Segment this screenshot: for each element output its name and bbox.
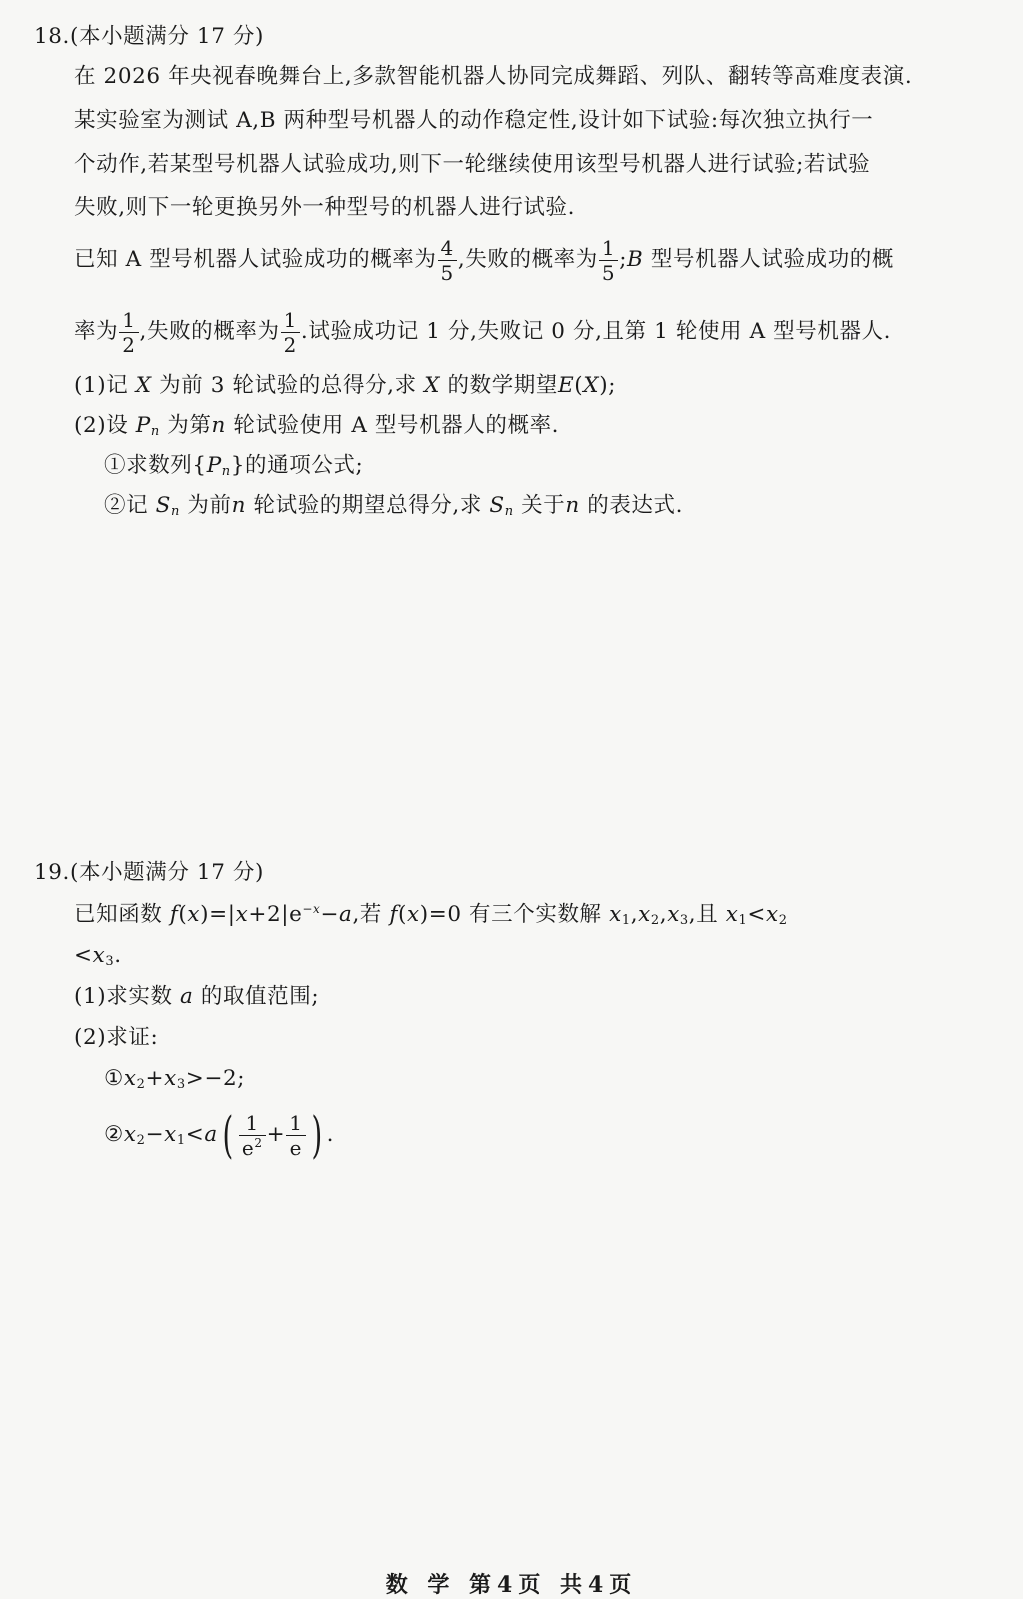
text: 轮试验的期望总得分,求	[246, 493, 490, 518]
variable: X	[424, 373, 441, 398]
text: ;	[619, 247, 628, 272]
text: 为前	[179, 493, 232, 518]
text: )=0 有三个实数解	[419, 902, 610, 927]
text: 轮试验使用 A 型号机器人的概率.	[225, 413, 560, 438]
text: (	[398, 902, 407, 927]
q18-paragraph-line: 在 2026 年央视春晚舞台上,多款智能机器人协同完成舞蹈、列队、翻转等高难度表演.	[74, 64, 913, 89]
text: .	[114, 943, 122, 968]
text: <	[74, 943, 93, 968]
q19-part-1	[74, 982, 319, 1012]
text: ,	[659, 902, 668, 927]
text: )=|	[200, 902, 236, 927]
variable: a	[180, 984, 194, 1009]
variable: S	[155, 493, 171, 518]
text: 已知 A 型号机器人试验成功的概率为	[74, 247, 437, 272]
subscript: n	[170, 504, 180, 519]
variable: B	[627, 247, 644, 272]
variable: x	[609, 902, 622, 927]
subscript: 1	[738, 913, 748, 928]
q18-paragraph-line: 失败,则下一轮更换另外一种型号的机器人进行试验.	[74, 195, 576, 220]
text: +	[266, 1122, 286, 1147]
subscript: 1	[621, 913, 631, 928]
text: −	[320, 902, 340, 927]
subscript: n	[504, 504, 514, 519]
q19-line-1	[74, 900, 788, 930]
text: 的数学期望	[440, 373, 558, 398]
q18-condition-line-2	[74, 304, 891, 360]
q18-sub-1	[104, 451, 363, 481]
numerator: 1	[599, 236, 618, 261]
superscript: 2	[254, 1135, 263, 1150]
subscript: n	[221, 464, 231, 479]
q18-header: 18.(本小题满分 17 分)	[34, 24, 264, 49]
q19-sub-2	[104, 1105, 334, 1165]
denominator	[239, 1136, 266, 1160]
text: ,失败的概率为	[457, 247, 598, 272]
page-footer: 数 学 第4页 共4页	[385, 1572, 638, 1598]
text: ②	[104, 1122, 124, 1147]
text: +	[145, 1066, 165, 1091]
variable: x	[407, 902, 420, 927]
denominator: 5	[601, 260, 616, 285]
fraction-b-fail	[281, 308, 300, 357]
text: 率为	[74, 319, 119, 344]
variable: f	[169, 902, 179, 927]
variable: x	[638, 902, 651, 927]
text: <	[185, 1122, 205, 1147]
denominator-base: e	[241, 1135, 255, 1160]
subscript: 3	[176, 1077, 186, 1092]
variable: x	[123, 1122, 137, 1147]
numerator: 1	[281, 308, 300, 333]
q19-sub-1	[104, 1064, 245, 1094]
text: <	[747, 902, 766, 927]
q19-part-2: (2)求证:	[74, 1025, 159, 1050]
variable: P	[135, 413, 151, 438]
right-paren: )	[311, 1106, 323, 1164]
variable: X	[135, 373, 152, 398]
variable: n	[565, 493, 580, 518]
text: (	[574, 373, 584, 398]
fraction-b-success	[119, 308, 138, 357]
text: );	[599, 373, 617, 398]
text: 关于	[513, 493, 566, 518]
text: (2)设	[74, 413, 136, 438]
text: ,若	[352, 902, 390, 927]
subscript: 2	[136, 1077, 146, 1092]
subscript: 2	[778, 913, 788, 928]
fraction-a-success	[438, 236, 457, 285]
text: ,且	[688, 902, 726, 927]
variable: x	[725, 902, 739, 927]
text: 为前 3 轮试验的总得分,求	[151, 373, 425, 398]
text: 的取值范围;	[193, 984, 320, 1009]
text: +2|e	[248, 902, 303, 927]
variable: X	[583, 373, 600, 398]
q18-sub-2	[104, 491, 683, 521]
q19-line-2	[74, 941, 122, 971]
q18-part-1	[74, 371, 616, 401]
variable: x	[92, 943, 106, 968]
numerator: 4	[438, 236, 457, 261]
numerator: 1	[286, 1111, 305, 1136]
subscript: 1	[176, 1133, 186, 1148]
numerator: 1	[239, 1111, 266, 1136]
variable: S	[489, 493, 505, 518]
superscript: −x	[302, 902, 321, 916]
denominator: e	[289, 1135, 303, 1160]
text: .试验成功记 1 分,失败记 0 分,且第 1 轮使用 A 型号机器人.	[300, 319, 892, 344]
text: ,	[630, 902, 639, 927]
subscript: 3	[105, 954, 115, 969]
subscript: 2	[650, 913, 660, 928]
q18-part-2	[74, 411, 559, 441]
text: (	[178, 902, 188, 927]
text: ①	[104, 1066, 124, 1091]
variable: P	[206, 453, 222, 478]
subscript: 3	[679, 913, 689, 928]
text: >−2;	[185, 1066, 246, 1091]
fraction-a-fail	[599, 236, 618, 285]
q18-condition-line-1	[74, 232, 894, 288]
variable: n	[211, 413, 226, 438]
text: 型号机器人试验成功的概	[643, 247, 894, 272]
q19-header: 19.(本小题满分 17 分)	[34, 860, 264, 885]
q18-paragraph-line: 某实验室为测试 A,B 两种型号机器人的动作稳定性,设计如下试验:每次独立执行一	[74, 108, 874, 133]
denominator: 5	[440, 260, 454, 285]
variable: x	[164, 1122, 177, 1147]
text: ②记	[104, 493, 156, 518]
text: −	[145, 1122, 165, 1147]
variable: x	[123, 1066, 137, 1091]
numerator: 1	[119, 308, 138, 333]
text: 已知函数	[74, 902, 170, 927]
variable: x	[667, 902, 680, 927]
subscript: 2	[136, 1133, 146, 1148]
variable: x	[164, 1066, 177, 1091]
variable: a	[204, 1122, 218, 1147]
variable: E	[558, 373, 575, 398]
text: (1)记	[74, 373, 136, 398]
text: (1)求实数	[74, 984, 180, 1009]
variable: n	[231, 493, 247, 518]
denominator: 2	[122, 332, 136, 357]
left-paren: (	[222, 1106, 234, 1164]
q18-paragraph-line: 个动作,若某型号机器人试验成功,则下一轮继续使用该型号机器人进行试验;若试验	[74, 152, 871, 177]
text: }的通项公式;	[230, 453, 364, 478]
fraction-one-over-e-squared	[239, 1111, 266, 1160]
text: ①求数列{	[104, 453, 207, 478]
variable: a	[339, 902, 353, 927]
text: 的表达式.	[579, 493, 684, 518]
variable: x	[235, 902, 249, 927]
text: .	[326, 1122, 335, 1147]
denominator: 2	[283, 332, 297, 357]
text: 为第	[159, 413, 212, 438]
variable: f	[389, 902, 398, 927]
fraction-one-over-e	[286, 1111, 305, 1160]
variable: x	[766, 902, 779, 927]
variable: x	[187, 902, 201, 927]
subscript: n	[150, 424, 160, 439]
text: ,失败的概率为	[139, 319, 280, 344]
